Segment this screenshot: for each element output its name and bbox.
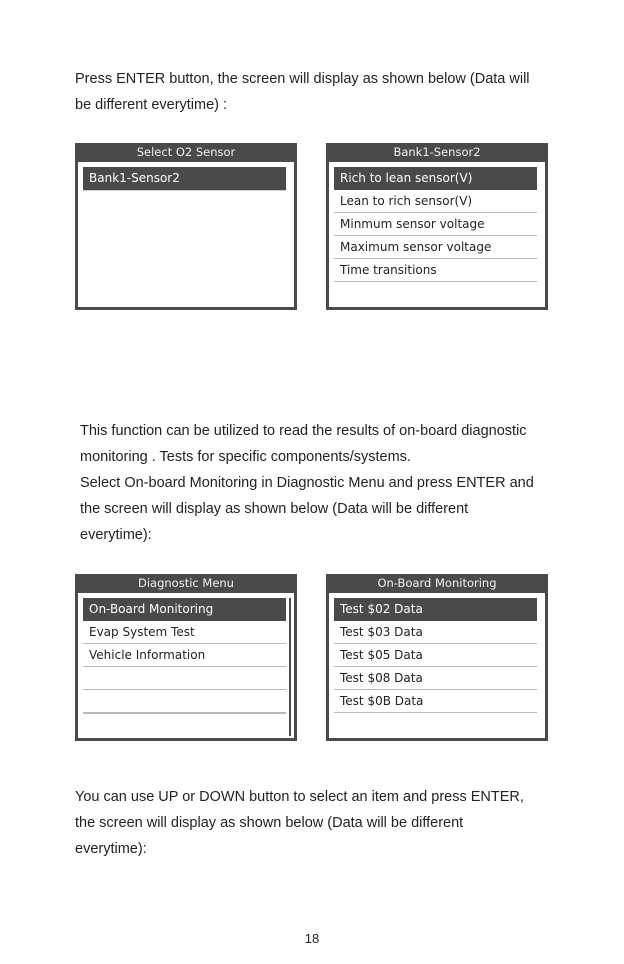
menu-item-vehicle-information[interactable]: Vehicle Information [83, 644, 286, 667]
menu-item-test-0b[interactable]: Test $0B Data [334, 690, 537, 713]
menu-item-blank [83, 713, 286, 714]
menu-item-test-05[interactable]: Test $05 Data [334, 644, 537, 667]
menu-item-test-02[interactable]: Test $02 Data [334, 598, 537, 621]
menu-item-test-03[interactable]: Test $03 Data [334, 621, 537, 644]
menu-item-max-voltage[interactable]: Maximum sensor voltage [334, 236, 537, 259]
page-number: 18 [304, 931, 320, 946]
menu-item-lean-to-rich[interactable]: Lean to rich sensor(V) [334, 190, 537, 213]
screen-body [78, 593, 294, 738]
menu-item-test-08[interactable]: Test $08 Data [334, 667, 537, 690]
section-line-5: everytime): [80, 527, 152, 543]
intro-line-1: Press ENTER button, the screen will display as shown below (Data will [75, 71, 530, 87]
section-line-3: Select On-board Monitoring in Diagnostic Menu and press ENTER and [80, 475, 534, 491]
screen-body [329, 593, 545, 738]
menu-item-blank [83, 690, 286, 713]
intro-paragraph [75, 66, 530, 118]
section-line-1: This function can be utilized to read the results of on-board diagnostic [80, 423, 527, 439]
outro-line-2: the screen will display as shown below (Data will be different [75, 815, 464, 831]
outro-line-1: You can use UP or DOWN button to select an item and press ENTER, [75, 789, 524, 805]
screen-body [78, 162, 294, 307]
menu-item-empty [83, 190, 286, 191]
screen-title: On-Board Monitoring [377, 576, 497, 590]
screen-title: Diagnostic Menu [138, 576, 234, 590]
section-line-2: monitoring . Tests for specific components/systems. [80, 449, 411, 465]
screen-bank1-sensor2 [326, 143, 548, 310]
menu-item-time-transitions[interactable]: Time transitions [334, 259, 537, 282]
section-paragraph [80, 418, 534, 548]
screen-title: Bank1-Sensor2 [393, 145, 481, 159]
menu-item-evap-system-test[interactable]: Evap System Test [83, 621, 286, 644]
outro-line-3: everytime): [75, 841, 147, 857]
menu-item-min-voltage[interactable]: Minmum sensor voltage [334, 213, 537, 236]
menu-item-on-board-monitoring[interactable]: On-Board Monitoring [83, 598, 286, 621]
screen-title: Select O2 Sensor [136, 145, 236, 159]
section-line-4: the screen will display as shown below (Data will be different [80, 501, 469, 517]
scrollbar[interactable] [289, 598, 291, 736]
screen-on-board-monitoring [326, 574, 548, 741]
menu-item-rich-to-lean[interactable]: Rich to lean sensor(V) [334, 167, 537, 190]
menu-item-blank [83, 667, 286, 690]
screen-body [329, 162, 545, 307]
intro-line-2: be different everytime) : [75, 97, 228, 113]
screen-diagnostic-menu [75, 574, 297, 741]
outro-paragraph [75, 784, 524, 862]
menu-item-bank1-sensor2[interactable]: Bank1-Sensor2 [83, 167, 286, 190]
screen-select-o2-sensor [75, 143, 297, 310]
